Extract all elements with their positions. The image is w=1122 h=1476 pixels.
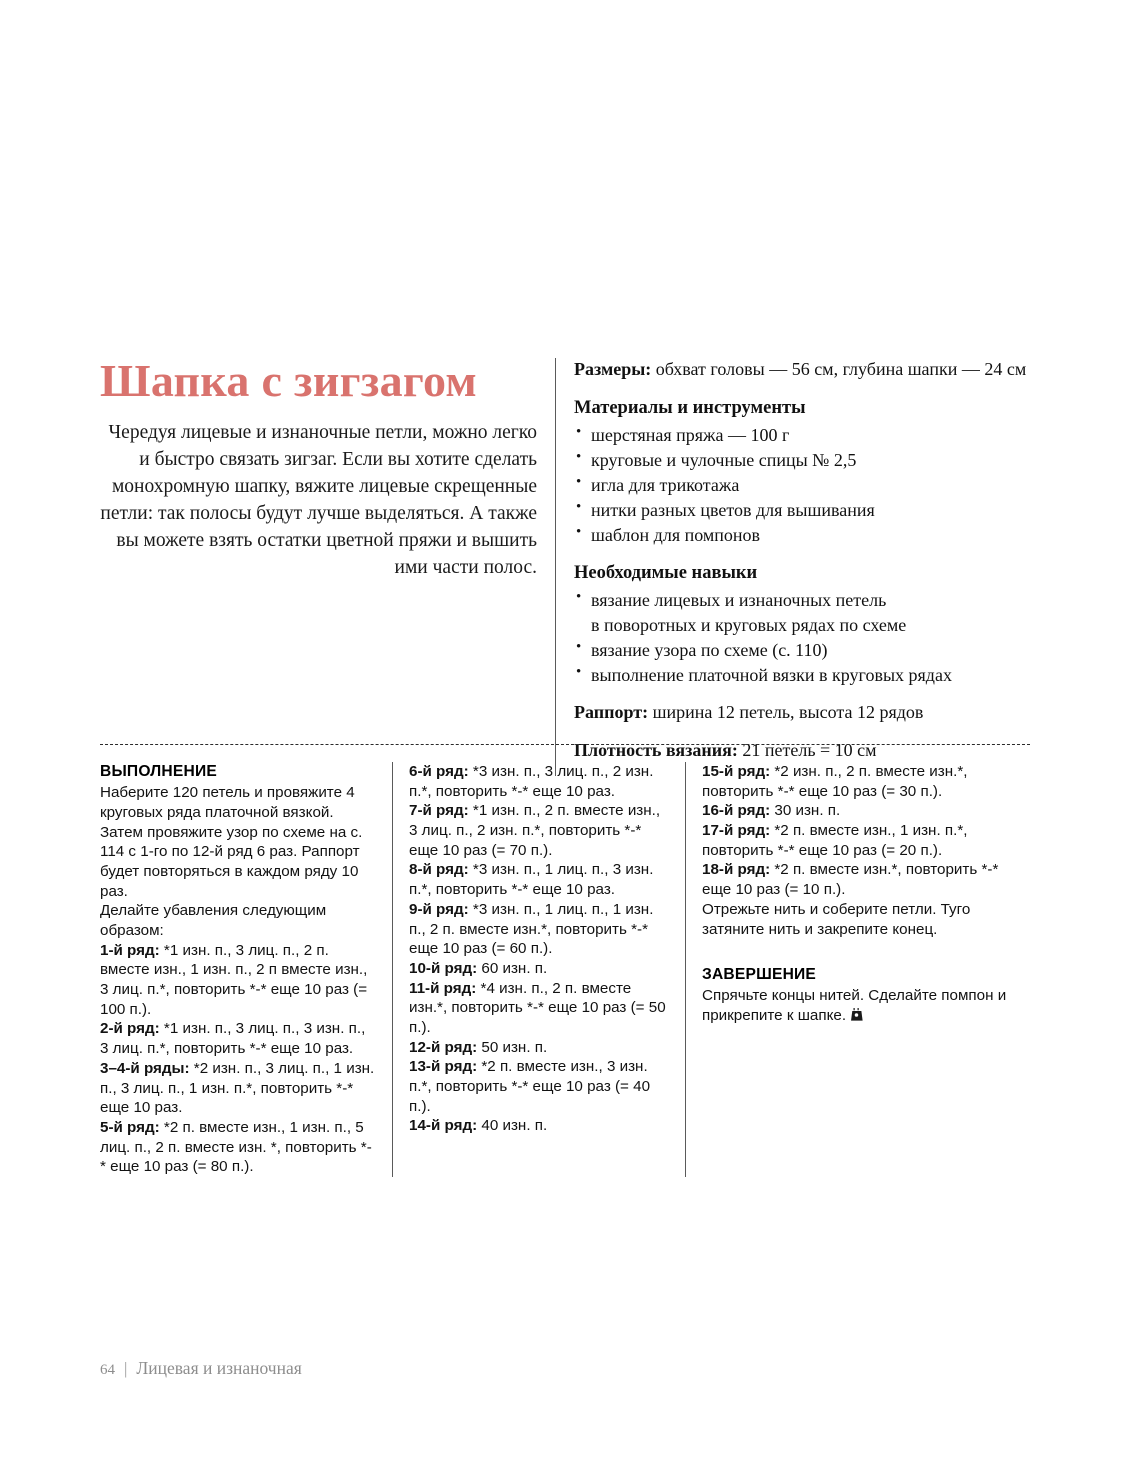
row-text: *3 изн. п., 1 лиц. п., 1 изн. п., 2 п. вместе изн.*, повторить *-* еще 10 раз (= 60 п.). <box>409 900 654 958</box>
row-text: 40 изн. п. <box>477 1117 548 1135</box>
materials-list <box>574 423 1030 548</box>
row-label: 16-й ряд: <box>702 802 771 820</box>
section-divider <box>100 744 1030 745</box>
row-text: 50 изн. п. <box>477 1038 548 1056</box>
gauge-value: 21 петель = 10 см <box>742 739 877 760</box>
list-item <box>574 473 1030 497</box>
skill-text: вязание узора по схеме (с. 110) <box>591 639 828 660</box>
row-text: *4 изн. п., 2 п. вместе изн.*, повторить *-* еще 10 раз (= 50 п.). <box>409 979 666 1036</box>
row-label: 10-й ряд: <box>409 959 478 977</box>
row-instruction <box>702 801 1030 821</box>
instructions-column-2 <box>393 762 685 1177</box>
material-text: круговые и чулочные спицы № 2,5 <box>591 449 857 470</box>
header-left-column <box>100 355 555 581</box>
material-text: шерстяная пряжа — 100 г <box>591 424 790 445</box>
row-text: *1 изн. п., 2 п. вместе изн., 3 лиц. п., 2 изн. п.*, повторить *-* еще 10 раз (= 70 п.). <box>409 802 661 859</box>
row-text: *3 изн. п., 1 лиц. п., 3 изн. п.*, повторить *-* еще 10 раз. <box>409 861 654 899</box>
row-instruction <box>409 1038 669 1058</box>
intro-paragraph: Чередуя лицевые и изнаночные петли, можно легко и быстро связать зигзаг. Если вы хотите сделать монохромную шапку, вяжите лицевые скрещенные петли: так полосы будут лучше выделяться. А также вы можете взять остатки цветной пряжи и вышить ими части полос. <box>100 422 537 578</box>
row-instruction <box>409 979 669 1038</box>
material-text: шаблон для помпонов <box>591 525 761 546</box>
instructions-column-1 <box>100 762 392 1177</box>
row-instruction <box>409 762 669 801</box>
row-label: 18-й ряд: <box>702 861 771 879</box>
row-label: 5-й ряд: <box>100 1118 160 1136</box>
row-instruction <box>409 801 669 860</box>
row-text: *2 п. вместе изн., 1 изн. п., 5 лиц. п., 2 п. вместе изн. *, повторить *-* еще 10 раз (= 80 п.). <box>100 1118 372 1176</box>
list-item <box>574 523 1030 547</box>
row-label: 7-й ряд: <box>409 802 469 820</box>
skills-heading: Необходимые навыки <box>574 563 758 584</box>
row-label: 17-й ряд: <box>702 822 771 840</box>
row-instruction <box>409 1116 669 1136</box>
skills-list <box>574 588 1030 686</box>
instructions-block <box>100 762 1030 1177</box>
row-instruction <box>409 1057 669 1116</box>
row-text: *3 изн. п., 3 лиц. п., 2 изн. п.*, повторить *-* еще 10 раз. <box>409 763 654 800</box>
gauge-label: Плотность вязания: <box>574 739 738 760</box>
material-text: игла для трикотажа <box>591 475 740 496</box>
row-label: 14-й ряд: <box>409 1117 478 1135</box>
row-label: 8-й ряд: <box>409 861 469 879</box>
sizes-label: Размеры: <box>574 359 652 379</box>
row-label: 13-й ряд: <box>409 1058 478 1076</box>
article-header <box>100 355 1030 776</box>
list-item <box>574 498 1030 522</box>
row-text: 60 изн. п. <box>477 959 548 977</box>
row-label: 1-й ряд: <box>100 941 160 959</box>
instructions-heading: ВЫПОЛНЕНИЕ <box>100 763 217 780</box>
instructions-intro: Наберите 120 петель и провяжите 4 круговых ряда платочной вязкой. Затем провяжите узор по схеме на с. 114 с 1-го по 12-й ряд 6 раз. Раппорт будет повторяться в каждом ряду 10 раз. <box>100 784 363 900</box>
finishing-heading: ЗАВЕРШЕНИЕ <box>702 966 817 984</box>
row-label: 6-й ряд: <box>409 763 469 780</box>
footer-separator: | <box>124 1359 128 1378</box>
finishing-paragraph <box>702 986 1030 1025</box>
row-instruction <box>702 821 1030 860</box>
row-text: *1 изн. п., 3 лиц. п., 2 п. вместе изн., 1 изн. п., 2 п вместе изн., 3 лиц. п.*, повторить *-* еще 10 раз (= 100 п.). <box>100 941 368 1018</box>
row-label: 15-й ряд: <box>702 763 771 780</box>
sizes-line <box>574 358 1030 382</box>
row-instruction <box>409 900 669 959</box>
repeat-value: ширина 12 петель, высота 12 рядов <box>652 701 924 722</box>
list-item <box>574 588 1030 636</box>
material-text: нитки разных цветов для вышивания <box>591 500 875 521</box>
list-item <box>574 448 1030 472</box>
closing-paragraph: Отрежьте нить и соберите петли. Туго затяните нить и закрепите конец. <box>702 900 971 938</box>
row-label: 11-й ряд: <box>409 979 477 997</box>
materials-heading: Материалы и инструменты <box>574 397 806 418</box>
row-text: *2 изн. п., 2 п. вместе изн.*, повторить *-* еще 10 раз (= 30 п.). <box>702 763 968 800</box>
row-instruction <box>409 959 669 979</box>
gauge-line <box>574 739 1030 763</box>
repeat-label: Раппорт: <box>574 701 649 722</box>
skill-text: выполнение платочной вязки в круговых рядах <box>591 664 952 685</box>
list-item <box>574 663 1030 687</box>
row-instruction <box>100 941 376 1020</box>
row-label: 3–4-й ряды: <box>100 1059 190 1077</box>
row-text: *2 изн. п., 3 лиц. п., 1 изн. п., 3 лиц. п., 1 изн. п.*, повторить *-* еще 10 раз. <box>100 1059 375 1117</box>
page-number: 64 <box>100 1362 115 1378</box>
page-title: Шапка с зигзагом <box>100 355 477 406</box>
sizes-value: обхват головы — 56 см, глубина шапки — 24 см <box>655 359 1027 379</box>
chapter-name: Лицевая и изнаночная <box>136 1358 302 1378</box>
row-text: *1 изн. п., 3 лиц. п., 3 изн. п., 3 лиц. п.*, повторить *-* еще 10 раз. <box>100 1020 366 1058</box>
row-text: *2 п. вместе изн.*, повторить *-* еще 10 раз (= 10 п.). <box>702 861 999 899</box>
hat-end-marker-icon <box>850 1008 864 1022</box>
row-text: *2 п. вместе изн., 1 изн. п.*, повторить *-* еще 10 раз (= 20 п.). <box>702 822 968 859</box>
row-instruction <box>100 1059 376 1118</box>
row-instruction <box>409 860 669 899</box>
row-instruction <box>100 1019 376 1058</box>
skill-text: вязание лицевых и изнаночных петель <box>591 590 887 611</box>
row-instruction <box>702 860 1030 899</box>
row-text: *2 п. вместе изн., 3 изн. п.*, повторить *-* еще 10 раз (= 40 п.). <box>409 1058 651 1115</box>
page-footer <box>100 1358 302 1379</box>
finishing-text: Спрячьте концы нитей. Сделайте помпон и прикрепите к шапке. <box>702 987 1007 1025</box>
skill-text-continued: в поворотных и круговых рядах по схеме <box>591 614 907 635</box>
decrease-intro: Делайте убавления следующим образом: <box>100 902 327 939</box>
specs-column <box>556 358 1030 776</box>
row-instruction <box>702 762 1030 801</box>
instructions-column-3 <box>686 762 1030 1177</box>
row-text: 30 изн. п. <box>770 802 841 820</box>
row-label: 9-й ряд: <box>409 900 469 918</box>
list-item <box>574 638 1030 662</box>
list-item <box>574 423 1030 447</box>
row-label: 12-й ряд: <box>409 1038 478 1056</box>
row-instruction <box>100 1118 376 1177</box>
repeat-line <box>574 701 1030 725</box>
row-label: 2-й ряд: <box>100 1020 160 1038</box>
